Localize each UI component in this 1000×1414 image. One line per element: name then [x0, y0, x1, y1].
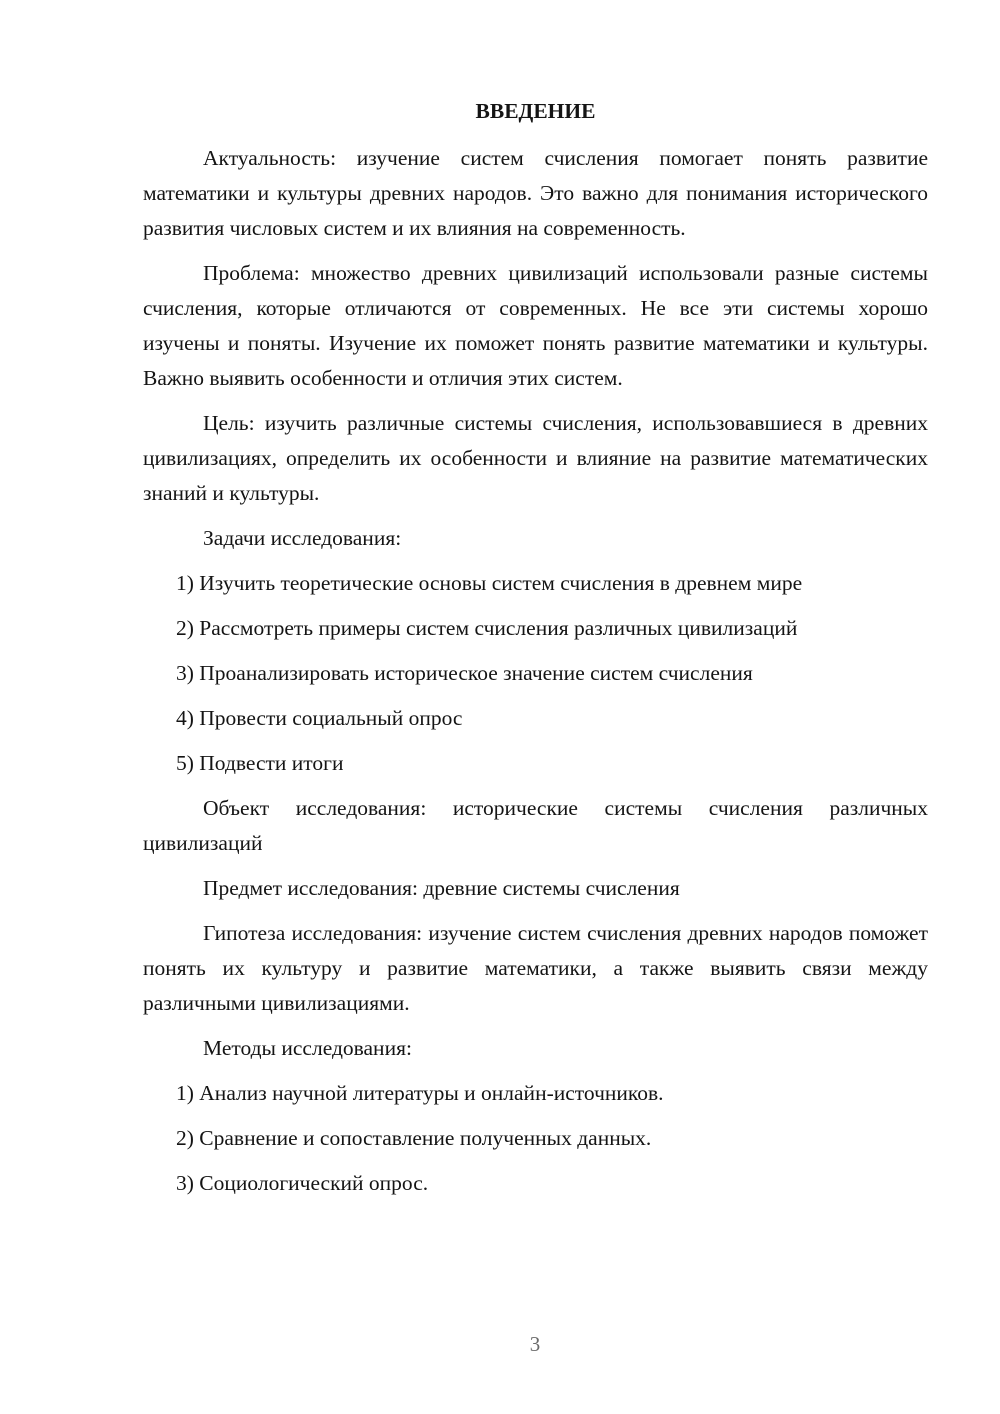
list-item: 1) Анализ научной литературы и онлайн-источников. [176, 1081, 664, 1105]
paragraph-relevance: Актуальность: изучение систем счисления помогает понять развитие математики и культуры древних народов. Это важно для понимания исторического развития числовых систем и их влияния на современность. [143, 146, 928, 240]
tasks-heading: Задачи исследования: [203, 526, 402, 550]
section-title: ВВЕДЕНИЕ [475, 99, 596, 123]
document-page [143, 95, 928, 1211]
methods-heading: Методы исследования: [203, 1036, 412, 1060]
list-item: 5) Подвести итоги [176, 751, 344, 775]
page-number: 3 [529, 1332, 541, 1356]
paragraph-subject: Предмет исследования: древние системы счисления [203, 876, 680, 900]
list-item: 1) Изучить теоретические основы систем счисления в древнем мире [176, 571, 803, 595]
paragraph-goal: Цель: изучить различные системы счисления, использовавшиеся в древних цивилизациях, определить их особенности и влияние на развитие математических знаний и культуры. [143, 411, 928, 505]
list-item: 2) Сравнение и сопоставление полученных данных. [176, 1126, 652, 1150]
list-item: 2) Рассмотреть примеры систем счисления различных цивилизаций [176, 616, 798, 640]
paragraph-object: Объект исследования: исторические системы счисления различных цивилизаций [143, 796, 928, 855]
list-item: 4) Провести социальный опрос [176, 706, 463, 730]
list-item: 3) Проанализировать историческое значение систем счисления [176, 661, 753, 685]
paragraph-hypothesis: Гипотеза исследования: изучение систем счисления древних народов поможет понять их культуру и развитие математики, а также выявить связи между различными цивилизациями. [143, 921, 928, 1015]
list-item: 3) Социологический опрос. [176, 1171, 429, 1195]
paragraph-problem: Проблема: множество древних цивилизаций использовали разные системы счисления, которые отличаются от современных. Не все эти системы хорошо изучены и поняты. Изучение их поможет понять развитие математики и культуры. Важно выявить особенности и отличия этих систем. [143, 261, 928, 390]
